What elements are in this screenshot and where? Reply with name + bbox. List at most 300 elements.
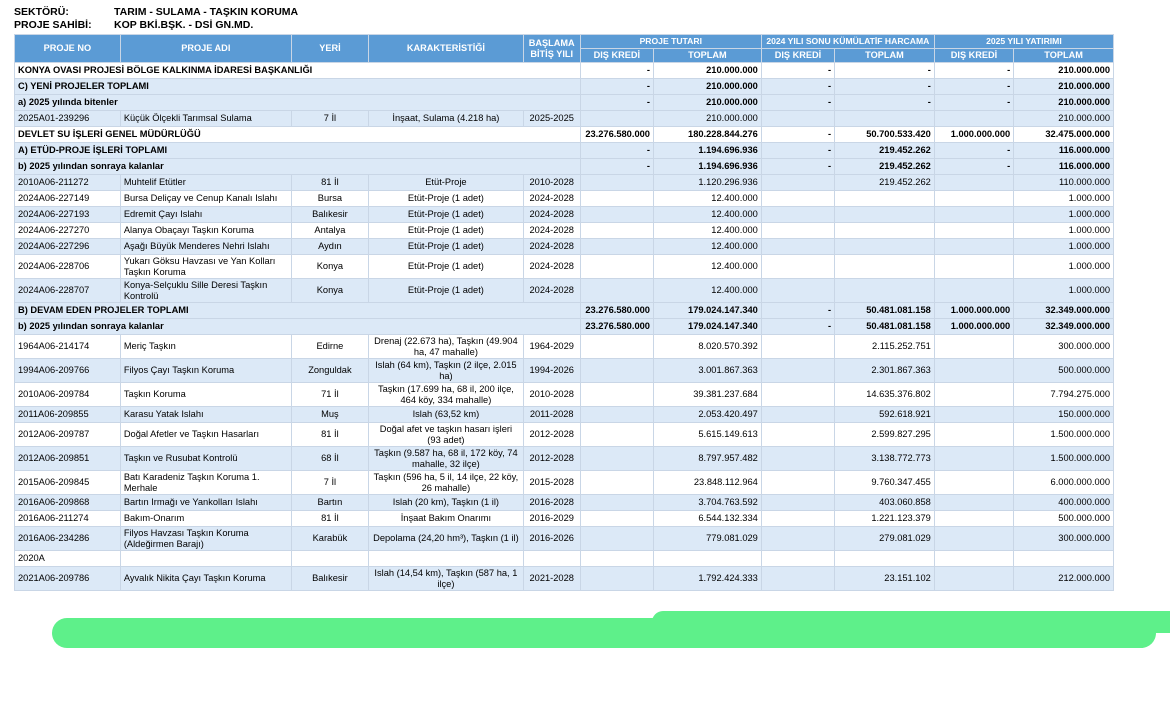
table-row [15, 79, 1114, 95]
cell-yeri: Bartın [291, 495, 368, 511]
table-row [15, 447, 1114, 471]
cell-kar: Taşkın (17.699 ha, 68 il, 200 ilçe, 464 köy, 334 mahalle) [369, 383, 524, 407]
table-row [15, 63, 1114, 79]
cell-tp2: 592.618.921 [835, 407, 935, 423]
sector-row [14, 6, 1170, 19]
cell-yeri: 68 İl [291, 447, 368, 471]
cell-dk1: - [580, 159, 653, 175]
table-row [15, 383, 1114, 407]
cell-bas: 2016-2026 [523, 527, 580, 551]
cell-tp2 [835, 223, 935, 239]
cell-tp3: 110.000.000 [1014, 175, 1114, 191]
cell-yeri: Konya [291, 255, 368, 279]
cell-dk2: - [761, 95, 834, 111]
cell-dk1 [580, 447, 653, 471]
cell-no: 2021A06-209786 [15, 567, 121, 591]
cell-dk2 [761, 359, 834, 383]
cell-tp2: 219.452.262 [835, 175, 935, 191]
cell-tp2: 1.221.123.379 [835, 511, 935, 527]
table-row [15, 551, 1114, 567]
cell-tp3: 7.794.275.000 [1014, 383, 1114, 407]
cell-dk3: - [934, 159, 1013, 175]
table-row [15, 407, 1114, 423]
table-row [15, 223, 1114, 239]
table-row [15, 159, 1114, 175]
table-row [15, 471, 1114, 495]
cell-ad: Ayvalık Nikita Çayı Taşkın Koruma [120, 567, 291, 591]
cell-dk3: - [934, 95, 1013, 111]
cell-tp3: 210.000.000 [1014, 111, 1114, 127]
cell-tp2: 2.301.867.363 [835, 359, 935, 383]
owner-label: PROJE SAHİBİ: [14, 19, 92, 31]
cell-tp2 [835, 255, 935, 279]
cell-dk1: - [580, 95, 653, 111]
cell-ad: Meriç Taşkın [120, 335, 291, 359]
cell-tp1: 5.615.149.613 [653, 423, 761, 447]
cell-ad: Yukarı Göksu Havzası ve Yan Kolları Taşkın Koruma [120, 255, 291, 279]
cell-tp1: 1.120.296.936 [653, 175, 761, 191]
cell-yeri: Zonguldak [291, 359, 368, 383]
cell-tp3: 210.000.000 [1014, 79, 1114, 95]
cell-dk1 [580, 567, 653, 591]
cell-no: 1964A06-214174 [15, 335, 121, 359]
cell-kar: Taşkın (596 ha, 5 il, 14 ilçe, 22 köy, 26 mahalle) [369, 471, 524, 495]
cell-kar: Etüt-Proje (1 adet) [369, 279, 524, 303]
cell-tp2: 14.635.376.802 [835, 383, 935, 407]
table-row [15, 239, 1114, 255]
cell-dk1 [580, 223, 653, 239]
cell-tp2: 219.452.262 [835, 159, 935, 175]
cell-dk3 [934, 359, 1013, 383]
cell-no: 2024A06-228707 [15, 279, 121, 303]
table-row [15, 175, 1114, 191]
cell-kar: Etüt-Proje [369, 175, 524, 191]
cell-kar: Etüt-Proje (1 adet) [369, 255, 524, 279]
cell-yeri: Aydın [291, 239, 368, 255]
cell-dk1 [580, 551, 653, 567]
cell-tp1: 1.194.696.936 [653, 143, 761, 159]
cell-dk3 [934, 551, 1013, 567]
cell-dk2 [761, 495, 834, 511]
cell-yeri: 81 İl [291, 175, 368, 191]
cell-dk1 [580, 279, 653, 303]
cell-dk3 [934, 423, 1013, 447]
cell-dk1 [580, 423, 653, 447]
cell-tp2: 279.081.029 [835, 527, 935, 551]
table-row [15, 511, 1114, 527]
cell-tp3: 1.000.000 [1014, 191, 1114, 207]
cell-yeri: 81 İl [291, 511, 368, 527]
cell-tp3: 32.475.000.000 [1014, 127, 1114, 143]
cell-ad [120, 551, 291, 567]
owner-value: KOP BKİ.BŞK. - DSİ GN.MD. [114, 19, 254, 31]
table-row [15, 127, 1114, 143]
cell-no: 2020A [15, 551, 121, 567]
cell-kar: Etüt-Proje (1 adet) [369, 239, 524, 255]
cell-yeri: 81 İl [291, 423, 368, 447]
cell-tp3: 1.000.000 [1014, 239, 1114, 255]
cell-dk1 [580, 111, 653, 127]
table-header [15, 35, 1114, 63]
col-proje-no: PROJE NO [15, 35, 121, 63]
cell-tp1: 8.020.570.392 [653, 335, 761, 359]
cell-ad: Alanya Obaçayı Taşkın Koruma [120, 223, 291, 239]
cell-dk1 [580, 255, 653, 279]
cell-kar: Drenaj (22.673 ha), Taşkın (49.904 ha, 47 mahalle) [369, 335, 524, 359]
cell-no: 2024A06-228706 [15, 255, 121, 279]
cell-no: A) ETÜD-PROJE İŞLERİ TOPLAMI [15, 143, 581, 159]
cell-dk2 [761, 207, 834, 223]
col-karakteristigi: KARAKTERİSTİĞİ [369, 35, 524, 63]
col-toplam-2: TOPLAM [835, 49, 935, 63]
cell-dk1 [580, 383, 653, 407]
cell-kar: Islah (14,54 km), Taşkın (587 ha, 1 ilçe) [369, 567, 524, 591]
cell-tp1: 12.400.000 [653, 191, 761, 207]
cell-kar: Islah (63,52 km) [369, 407, 524, 423]
cell-ad: Taşkın ve Rusubat Kontrolü [120, 447, 291, 471]
col-yeri: YERİ [291, 35, 368, 63]
cell-tp2 [835, 551, 935, 567]
cell-dk2 [761, 567, 834, 591]
sector-label: SEKTÖRÜ: [14, 6, 69, 18]
cell-ad: Batı Karadeniz Taşkın Koruma 1. Merhale [120, 471, 291, 495]
cell-dk1 [580, 239, 653, 255]
sector-value: TARIM - SULAMA - TAŞKIN KORUMA [114, 6, 299, 18]
cell-tp3: 210.000.000 [1014, 63, 1114, 79]
cell-dk2 [761, 175, 834, 191]
cell-tp1: 12.400.000 [653, 239, 761, 255]
cell-tp3: 150.000.000 [1014, 407, 1114, 423]
cell-yeri: Bursa [291, 191, 368, 207]
table-row [15, 527, 1114, 551]
cell-dk3 [934, 471, 1013, 495]
cell-dk3 [934, 383, 1013, 407]
cell-tp1: 1.194.696.936 [653, 159, 761, 175]
cell-tp3: 1.500.000.000 [1014, 447, 1114, 471]
col-dis-kredi-1: DIŞ KREDİ [580, 49, 653, 63]
table-row [15, 303, 1114, 319]
investment-table [14, 34, 1114, 591]
cell-kar: Depolama (24,20 hm³), Taşkın (1 il) [369, 527, 524, 551]
cell-tp3: 500.000.000 [1014, 511, 1114, 527]
cell-dk1: 23.276.580.000 [580, 303, 653, 319]
cell-kar: Taşkın (9.587 ha, 68 il, 172 köy, 74 mahalle, 32 ilçe) [369, 447, 524, 471]
cell-tp1: 210.000.000 [653, 79, 761, 95]
cell-tp3: 500.000.000 [1014, 359, 1114, 383]
cell-dk1 [580, 527, 653, 551]
cell-yeri: Konya [291, 279, 368, 303]
cell-dk3 [934, 279, 1013, 303]
cell-yeri: Muş [291, 407, 368, 423]
cell-no: B) DEVAM EDEN PROJELER TOPLAMI [15, 303, 581, 319]
cell-dk3 [934, 511, 1013, 527]
cell-dk2 [761, 511, 834, 527]
cell-kar: İnşaat Bakım Onarımı [369, 511, 524, 527]
cell-ad: Konya-Selçuklu Sille Deresi Taşkın Kontrolü [120, 279, 291, 303]
cell-kar: Islah (20 km), Taşkın (1 il) [369, 495, 524, 511]
cell-tp2: 23.151.102 [835, 567, 935, 591]
cell-tp3: 400.000.000 [1014, 495, 1114, 511]
cell-tp1: 12.400.000 [653, 279, 761, 303]
cell-ad: Bakım-Onarım [120, 511, 291, 527]
cell-tp1 [653, 551, 761, 567]
cell-dk2 [761, 527, 834, 551]
table-row [15, 423, 1114, 447]
cell-no: 2024A06-227296 [15, 239, 121, 255]
cell-tp1: 179.024.147.340 [653, 303, 761, 319]
cell-tp2: - [835, 79, 935, 95]
cell-tp3: 32.349.000.000 [1014, 319, 1114, 335]
cell-tp1: 1.792.424.333 [653, 567, 761, 591]
cell-no: DEVLET SU İŞLERİ GENEL MÜDÜRLÜĞÜ [15, 127, 581, 143]
cell-bas: 2024-2028 [523, 255, 580, 279]
cell-tp1: 6.544.132.334 [653, 511, 761, 527]
cell-tp3: 32.349.000.000 [1014, 303, 1114, 319]
cell-tp3: 1.000.000 [1014, 279, 1114, 303]
cell-tp3: 212.000.000 [1014, 567, 1114, 591]
cell-tp3: 1.000.000 [1014, 207, 1114, 223]
cell-bas: 2024-2028 [523, 191, 580, 207]
cell-tp1: 179.024.147.340 [653, 319, 761, 335]
cell-dk2 [761, 223, 834, 239]
cell-tp1: 3.704.763.592 [653, 495, 761, 511]
cell-dk3 [934, 175, 1013, 191]
cell-tp3: 6.000.000.000 [1014, 471, 1114, 495]
cell-ad: Filyos Çayı Taşkın Koruma [120, 359, 291, 383]
cell-tp2: 219.452.262 [835, 143, 935, 159]
cell-dk3 [934, 207, 1013, 223]
cell-tp2: 2.599.827.295 [835, 423, 935, 447]
cell-no: b) 2025 yılından sonraya kalanlar [15, 319, 581, 335]
table-row [15, 111, 1114, 127]
cell-bas: 1964-2029 [523, 335, 580, 359]
cell-no: 2024A06-227149 [15, 191, 121, 207]
cell-ad: Karasu Yatak Islahı [120, 407, 291, 423]
col-proje-adi: PROJE ADI [120, 35, 291, 63]
cell-dk2 [761, 471, 834, 495]
cell-no: a) 2025 yılında bitenler [15, 95, 581, 111]
table-row [15, 191, 1114, 207]
cell-tp1: 39.381.237.684 [653, 383, 761, 407]
cell-tp3: 1.500.000.000 [1014, 423, 1114, 447]
cell-dk3: 1.000.000.000 [934, 303, 1013, 319]
cell-ad: Bartın Irmağı ve Yankolları Islahı [120, 495, 291, 511]
cell-tp3: 210.000.000 [1014, 95, 1114, 111]
cell-ad: Küçük Ölçekli Tarımsal Sulama [120, 111, 291, 127]
cell-ad: Muhtelif Etütler [120, 175, 291, 191]
cell-tp1: 2.053.420.497 [653, 407, 761, 423]
cell-dk1 [580, 191, 653, 207]
cell-dk2 [761, 423, 834, 447]
cell-yeri: 7 İl [291, 471, 368, 495]
cell-bas [523, 551, 580, 567]
cell-tp2 [835, 207, 935, 223]
cell-tp3 [1014, 551, 1114, 567]
cell-dk1 [580, 207, 653, 223]
cell-dk2: - [761, 319, 834, 335]
table-row [15, 495, 1114, 511]
table-row [15, 335, 1114, 359]
cell-dk2: - [761, 63, 834, 79]
cell-bas: 2011-2028 [523, 407, 580, 423]
cell-dk2: - [761, 143, 834, 159]
cell-ad: Taşkın Koruma [120, 383, 291, 407]
cell-bas: 2010-2028 [523, 383, 580, 407]
cell-tp1: 210.000.000 [653, 95, 761, 111]
cell-no: 2015A06-209845 [15, 471, 121, 495]
cell-dk3 [934, 111, 1013, 127]
cell-no: C) YENİ PROJELER TOPLAMI [15, 79, 581, 95]
cell-tp2: 3.138.772.773 [835, 447, 935, 471]
cell-yeri: Karabük [291, 527, 368, 551]
cell-no: 2016A06-209868 [15, 495, 121, 511]
cell-bas: 1994-2026 [523, 359, 580, 383]
cell-tp2: 9.760.347.455 [835, 471, 935, 495]
cell-tp1: 23.848.112.964 [653, 471, 761, 495]
cell-dk2 [761, 191, 834, 207]
document-header [0, 0, 1170, 34]
col-dis-kredi-2: DIŞ KREDİ [761, 49, 834, 63]
cell-yeri: Balıkesir [291, 207, 368, 223]
cell-kar: İnşaat, Sulama (4.218 ha) [369, 111, 524, 127]
table-row [15, 143, 1114, 159]
cell-dk1 [580, 335, 653, 359]
cell-dk1 [580, 359, 653, 383]
cell-bas: 2024-2028 [523, 207, 580, 223]
cell-dk2 [761, 279, 834, 303]
cell-dk2 [761, 551, 834, 567]
cell-no: 2012A06-209851 [15, 447, 121, 471]
col-toplam-1: TOPLAM [653, 49, 761, 63]
cell-yeri: Balıkesir [291, 567, 368, 591]
cell-no: 2010A06-209784 [15, 383, 121, 407]
cell-dk3: - [934, 143, 1013, 159]
cell-tp2: 403.060.858 [835, 495, 935, 511]
owner-row [14, 19, 1170, 32]
table-row [15, 95, 1114, 111]
cell-tp2: 50.481.081.158 [835, 303, 935, 319]
table-row [15, 255, 1114, 279]
cell-tp1: 180.228.844.276 [653, 127, 761, 143]
cell-no: b) 2025 yılından sonraya kalanlar [15, 159, 581, 175]
cell-bas: 2021-2028 [523, 567, 580, 591]
cell-yeri [291, 551, 368, 567]
cell-no: KONYA OVASI PROJESİ BÖLGE KALKINMA İDARESİ BAŞKANLIĞI [15, 63, 581, 79]
cell-yeri: 7 İl [291, 111, 368, 127]
cell-yeri: Antalya [291, 223, 368, 239]
cell-kar: Islah (64 km), Taşkın (2 ilçe, 2.015 ha) [369, 359, 524, 383]
cell-kar: Etüt-Proje (1 adet) [369, 207, 524, 223]
cell-dk3 [934, 567, 1013, 591]
cell-dk3 [934, 335, 1013, 359]
col-toplam-3: TOPLAM [1014, 49, 1114, 63]
cell-dk1: - [580, 143, 653, 159]
cell-no: 2024A06-227193 [15, 207, 121, 223]
cell-ad: Doğal Afetler ve Taşkın Hasarları [120, 423, 291, 447]
col-group-kumulatif-harcama: 2024 YILI SONU KÜMÜLATİF HARCAMA [761, 35, 934, 49]
cell-tp3: 116.000.000 [1014, 143, 1114, 159]
cell-dk3 [934, 527, 1013, 551]
cell-bas: 2010-2028 [523, 175, 580, 191]
cell-bas: 2024-2028 [523, 239, 580, 255]
cell-tp1: 210.000.000 [653, 111, 761, 127]
cell-tp3: 300.000.000 [1014, 527, 1114, 551]
cell-no: 2025A01-239296 [15, 111, 121, 127]
cell-no: 2024A06-227270 [15, 223, 121, 239]
cell-ad: Aşağı Büyük Menderes Nehri Islahı [120, 239, 291, 255]
cell-dk2 [761, 447, 834, 471]
table-body [15, 63, 1114, 591]
cell-tp1: 3.001.867.363 [653, 359, 761, 383]
cell-dk3 [934, 239, 1013, 255]
cell-yeri: Edirne [291, 335, 368, 359]
cell-bas: 2016-2029 [523, 511, 580, 527]
cell-dk1 [580, 471, 653, 495]
cell-dk1: 23.276.580.000 [580, 319, 653, 335]
cell-tp1: 779.081.029 [653, 527, 761, 551]
cell-dk2 [761, 335, 834, 359]
cell-dk3 [934, 191, 1013, 207]
cell-dk1: 23.276.580.000 [580, 127, 653, 143]
table-row [15, 279, 1114, 303]
cell-tp1: 12.400.000 [653, 207, 761, 223]
cell-tp1: 210.000.000 [653, 63, 761, 79]
table-row [15, 359, 1114, 383]
cell-bas: 2012-2028 [523, 423, 580, 447]
cell-tp2 [835, 279, 935, 303]
cell-dk1: - [580, 79, 653, 95]
cell-no: 2016A06-234286 [15, 527, 121, 551]
cell-dk3 [934, 495, 1013, 511]
cell-bas: 2016-2028 [523, 495, 580, 511]
cell-tp3: 1.000.000 [1014, 255, 1114, 279]
table-row [15, 207, 1114, 223]
cell-dk3 [934, 255, 1013, 279]
cell-tp2: - [835, 95, 935, 111]
col-group-2025-yatirimi: 2025 YILI YATIRIMI [934, 35, 1113, 49]
cell-dk3: 1.000.000.000 [934, 127, 1013, 143]
cell-dk2: - [761, 127, 834, 143]
cell-tp3: 1.000.000 [1014, 223, 1114, 239]
cell-dk3 [934, 447, 1013, 471]
cell-ad: Filyos Havzası Taşkın Koruma (Aldeğirmen Barajı) [120, 527, 291, 551]
cell-tp1: 8.797.957.482 [653, 447, 761, 471]
cell-kar: Etüt-Proje (1 adet) [369, 223, 524, 239]
col-dis-kredi-3: DIŞ KREDİ [934, 49, 1013, 63]
cell-no: 2010A06-211272 [15, 175, 121, 191]
cell-dk2: - [761, 303, 834, 319]
cell-dk3: - [934, 79, 1013, 95]
cell-tp2 [835, 239, 935, 255]
cell-kar [369, 551, 524, 567]
highlighter-annotation [52, 618, 1156, 648]
cell-dk1: - [580, 63, 653, 79]
cell-dk2 [761, 239, 834, 255]
cell-dk3: 1.000.000.000 [934, 319, 1013, 335]
table-row [15, 567, 1114, 591]
cell-dk2: - [761, 79, 834, 95]
cell-dk2 [761, 255, 834, 279]
cell-bas: 2025-2025 [523, 111, 580, 127]
cell-dk3: - [934, 63, 1013, 79]
cell-dk1 [580, 407, 653, 423]
col-baslama-bitis-yili: BAŞLAMA BİTİŞ YILI [523, 35, 580, 63]
cell-tp2: 2.115.252.751 [835, 335, 935, 359]
cell-tp2: - [835, 63, 935, 79]
cell-dk2 [761, 407, 834, 423]
cell-bas: 2012-2028 [523, 447, 580, 471]
cell-dk3 [934, 223, 1013, 239]
